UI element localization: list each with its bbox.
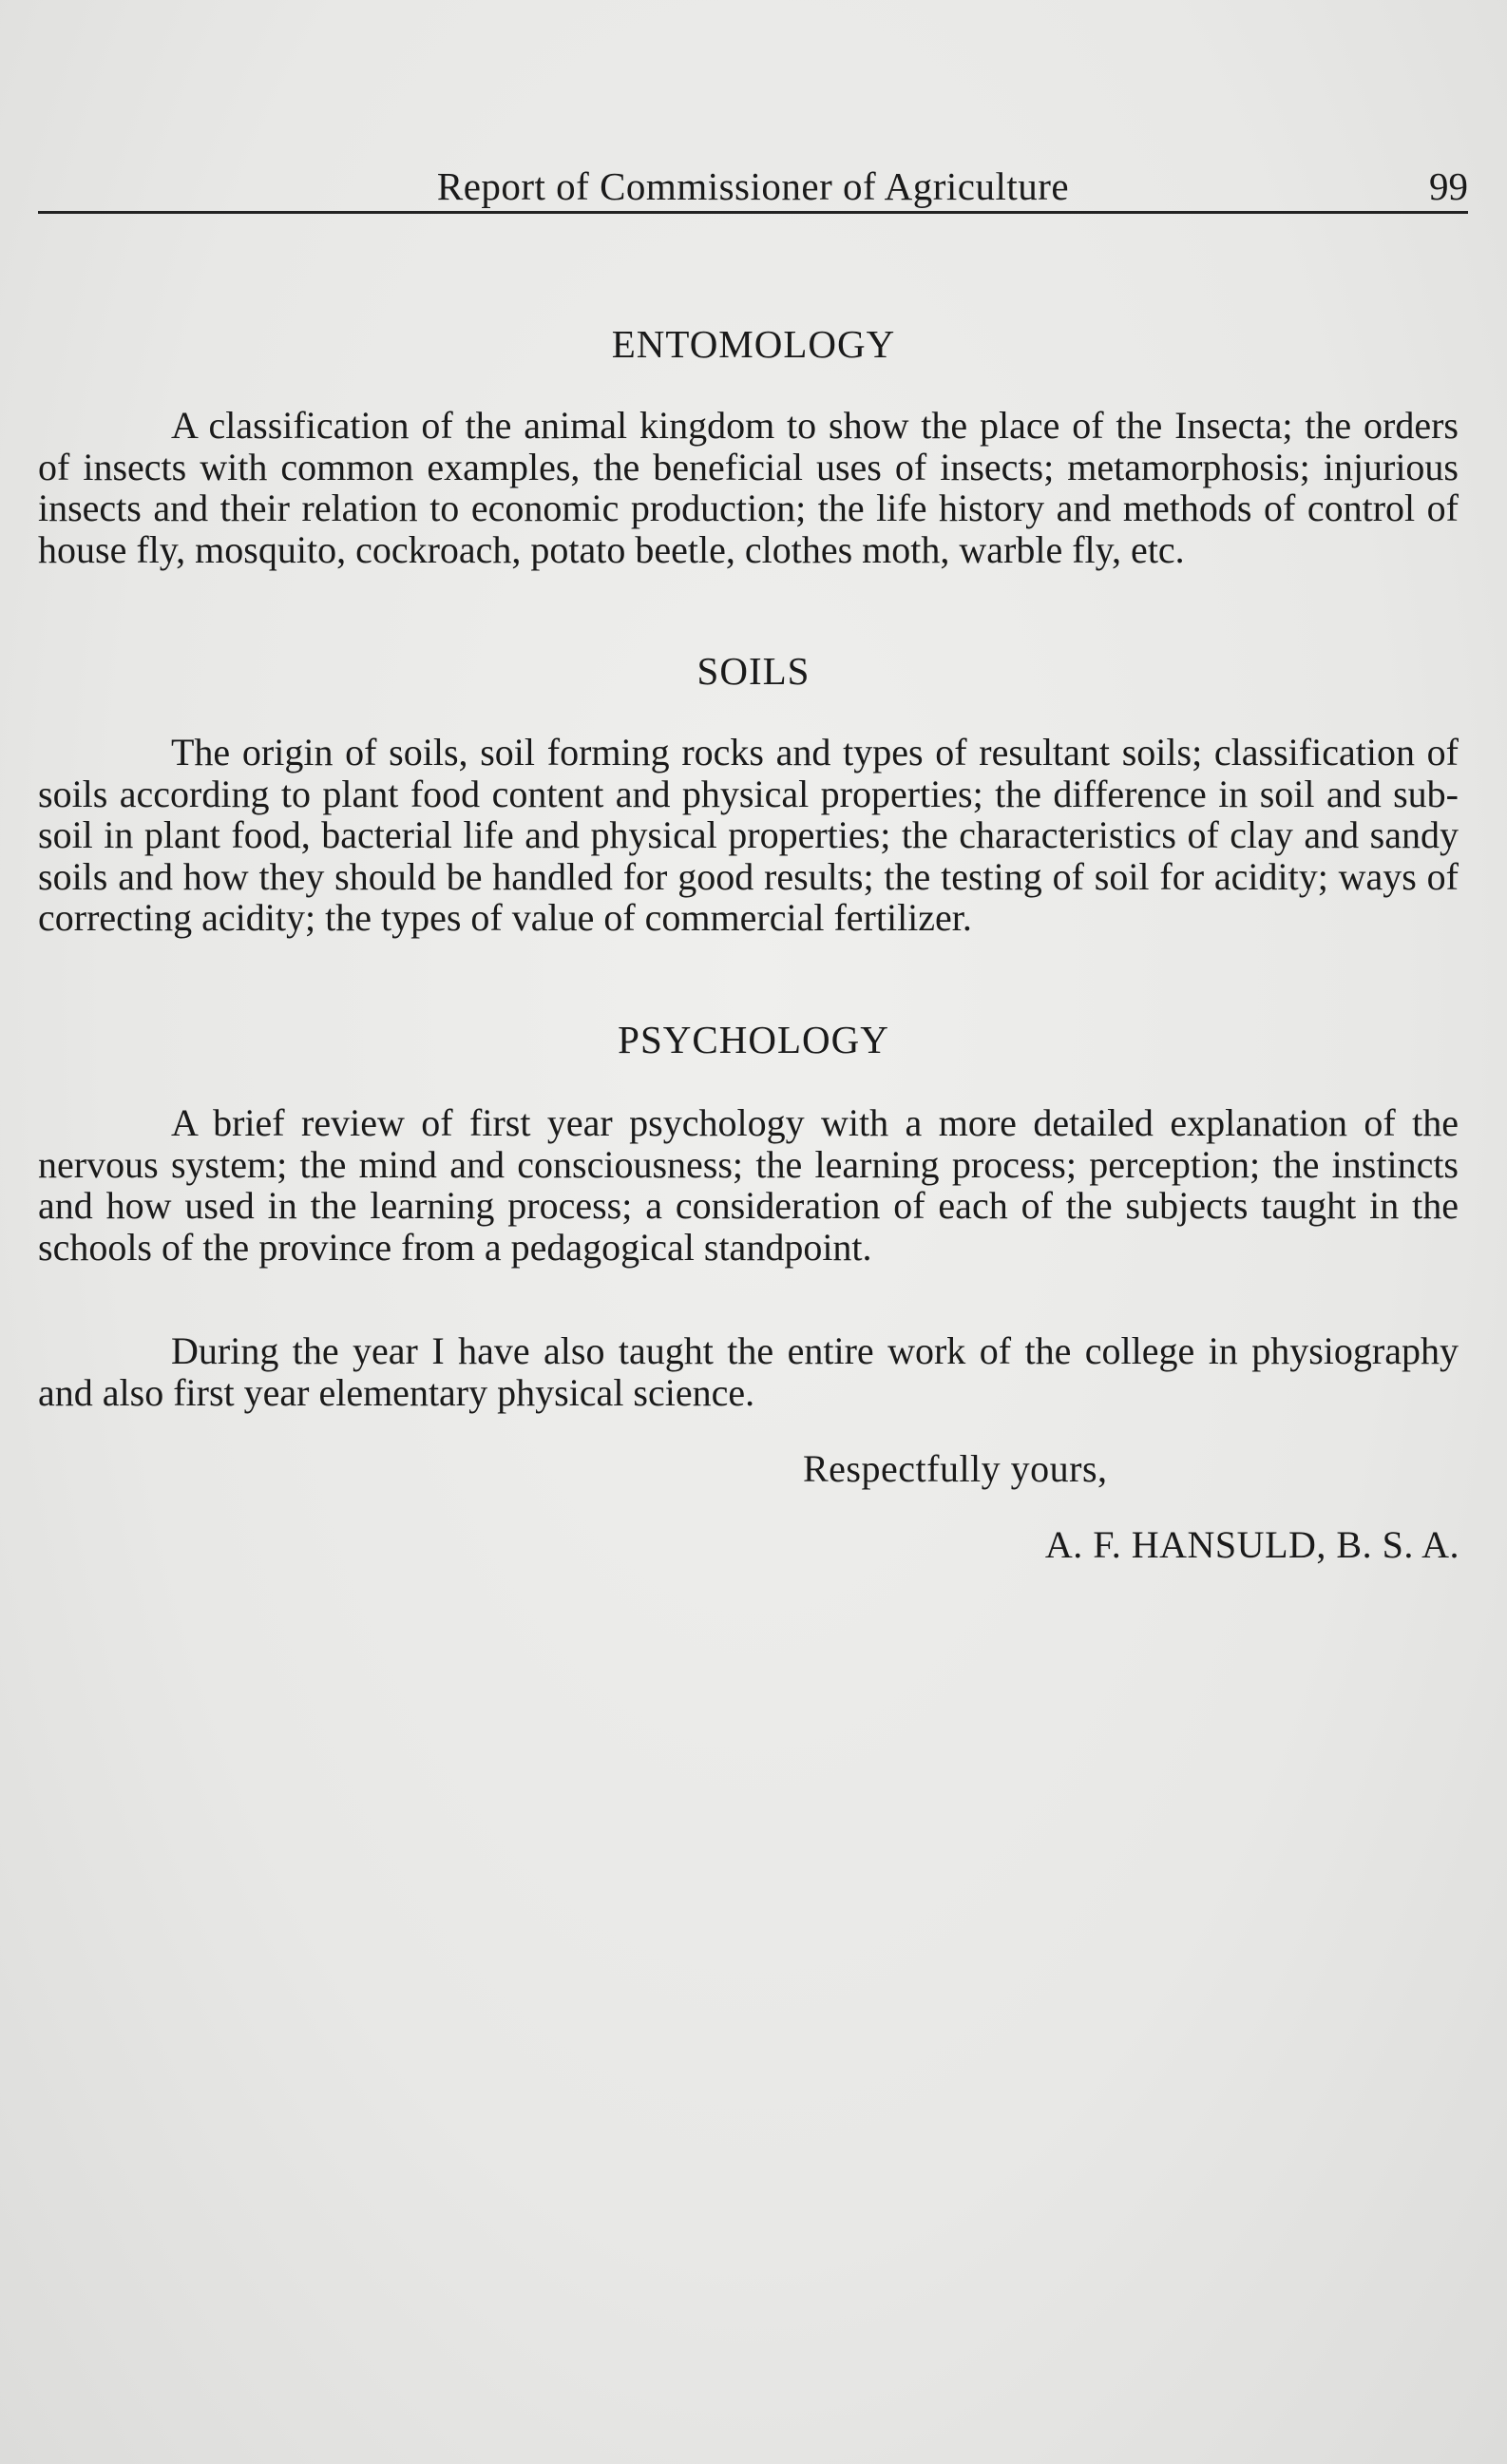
paragraph-closing: During the year I have also taught the entire work of the college in physiography and also first year elementary physical science. [38, 1329, 1459, 1414]
paragraph-psychology: A brief review of first year psychology with a more detailed explanation of the nervous system; the mind and consciousness; the learning process; perception; the instincts and how used in the learning process; a consideration of each of the subjects taught in the schools of the province from a pedagogical standpoint. [38, 1101, 1459, 1269]
signature: A. F. HANSULD, B. S. A. [1044, 1523, 1459, 1566]
running-header [38, 163, 1468, 214]
paragraph-entomology: A classification of the animal kingdom to show the place of the Insecta; the orders of insects with common examples, the beneficial uses of insects; metamorphosis; injurious insects and their relation to economic production; the life history and methods of control of house fly, mosquito, cockroach, potato beetle, clothes moth, warble fly, etc. [38, 404, 1459, 571]
section-heading-entomology: ENTOMOLOGY [611, 322, 896, 366]
salutation: Respectfully yours, [803, 1447, 1108, 1490]
paragraph-soils: The origin of soils, soil forming rocks and types of resultant soils; classification of soils according to plant food content and physical properties; the difference in soil and sub-soil in plant food, bacterial life and physical properties; the characteristics of clay and sandy soils and how they should be handled for good results; the testing of soil for acidity; ways of correcting acidity; the types of value of commercial fertilizer. [38, 731, 1459, 939]
section-heading-psychology: PSYCHOLOGY [618, 1018, 889, 1061]
running-title: Report of Commissioner of Agriculture [436, 164, 1070, 208]
section-heading-soils: SOILS [696, 649, 811, 693]
page-number: 99 [1429, 164, 1468, 208]
